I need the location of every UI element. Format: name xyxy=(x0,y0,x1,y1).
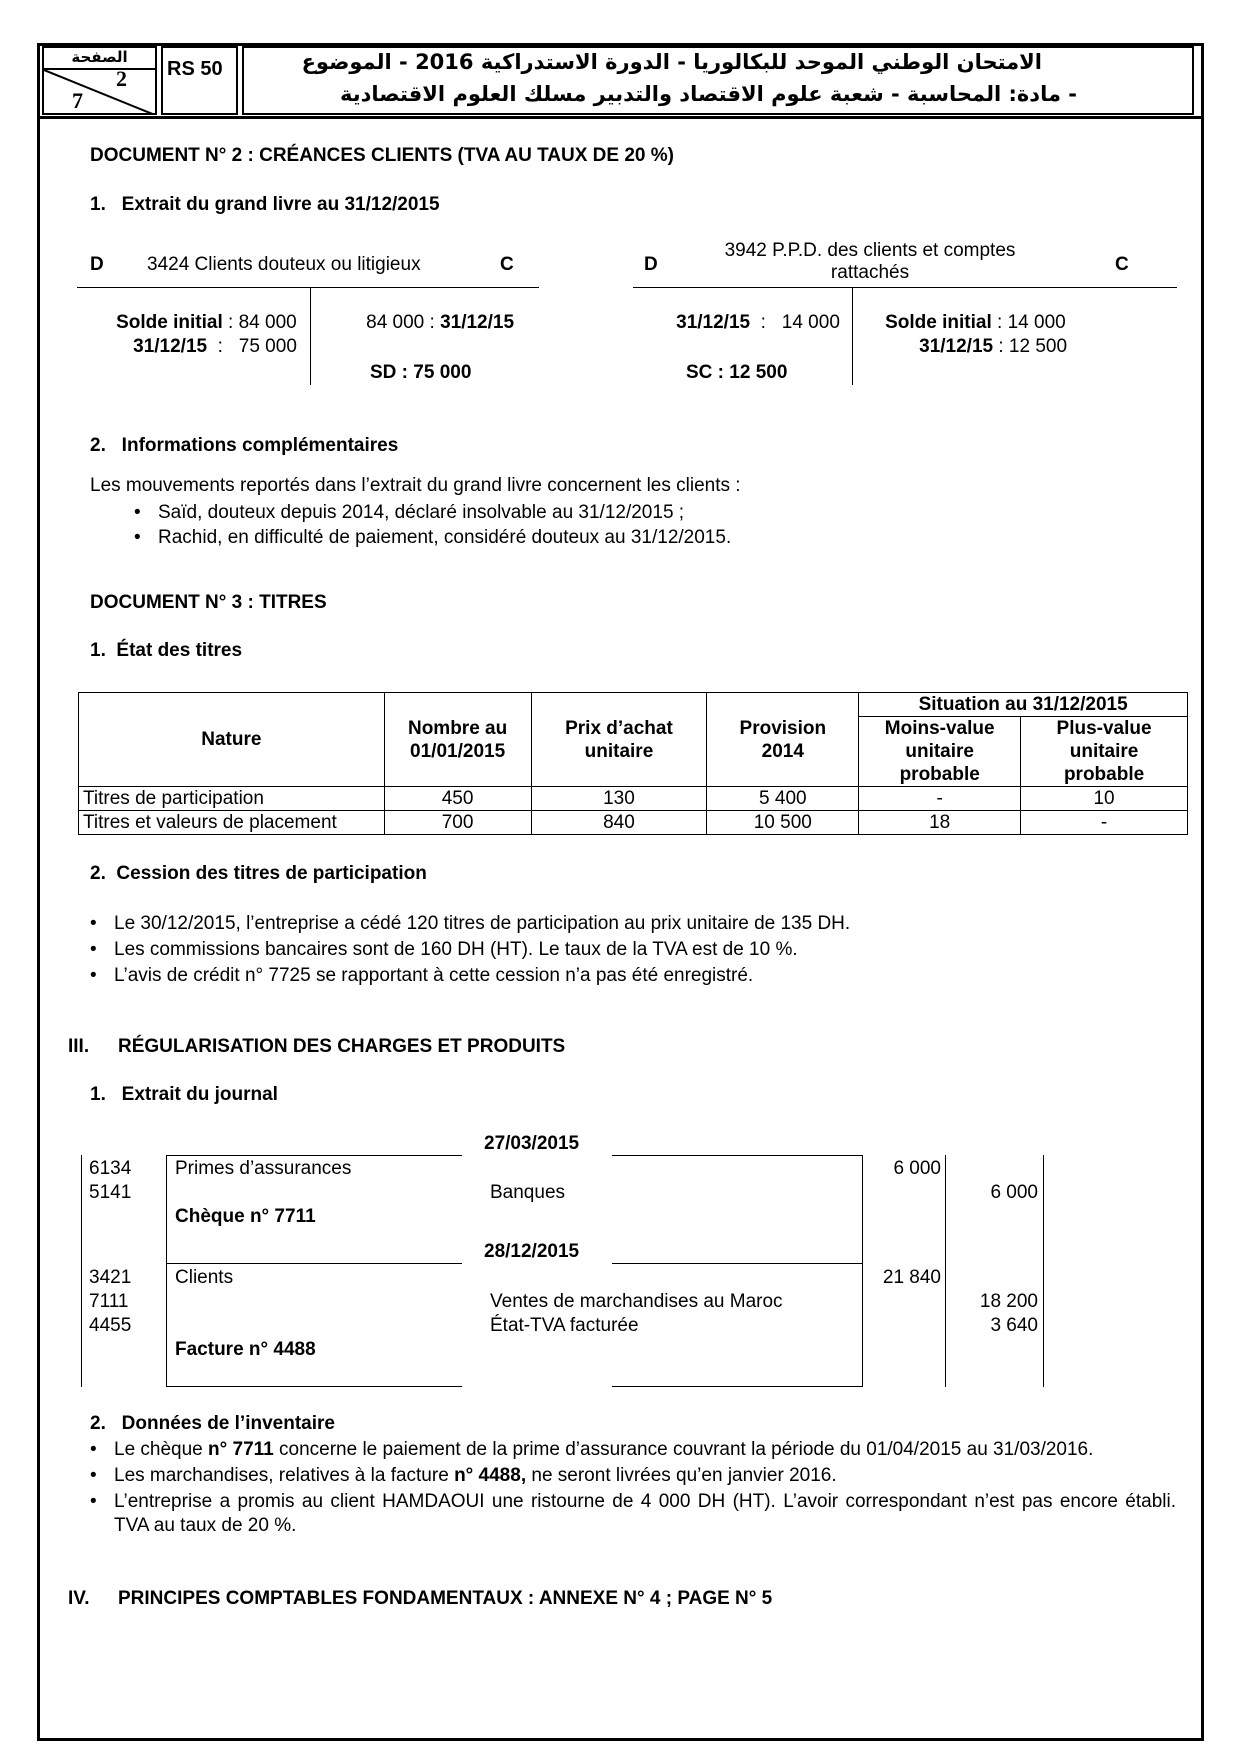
credit-amount: 18 200 xyxy=(979,1291,1038,1312)
header-provision: Provision 2014 xyxy=(707,693,859,787)
credit-account-label: Ventes de marchandises au Maroc xyxy=(490,1291,783,1312)
credit-line-1: 84 000 : 31/12/15 xyxy=(366,312,515,333)
doc2-intro: Les mouvements reportés dans l’extrait du grand livre concernent les clients : xyxy=(90,475,741,496)
titres-table xyxy=(78,692,1188,835)
part3-number: III. xyxy=(68,1036,90,1057)
date-line-left xyxy=(166,1263,462,1264)
journal-credit-column-line xyxy=(1043,1155,1044,1387)
exam-title-line2: - مادة: المحاسبة - شعبة علوم الاقتصاد والتدبير مسلك العلوم الاقتصادية xyxy=(340,82,1077,106)
debit-account-label: Primes d’assurances xyxy=(175,1158,352,1179)
list-item: • Le chèque n° 7711 concerne le paiement de la prime d’assurance couvrant la période du 01/04/2015 au 31/03/2016. xyxy=(84,1438,1176,1462)
account-number: 5141 xyxy=(89,1182,132,1203)
part3-section1-title: 1. Extrait du journal xyxy=(90,1084,278,1105)
t-account-vline xyxy=(310,287,311,385)
list-item: • Saïd, douteux depuis 2014, déclaré insolvable au 31/12/2015 ; xyxy=(128,500,731,525)
account-number: 7111 xyxy=(89,1291,129,1312)
t-account-hline xyxy=(633,287,1177,288)
entry-reference: Facture n° 4488 xyxy=(175,1339,316,1360)
debit-line-2: 31/12/15 : 75 000 xyxy=(133,336,297,357)
doc3-bullet-list xyxy=(84,911,850,989)
list-item: • Les commissions bancaires sont de 160 DH (HT). Le taux de la TVA est de 10 %. xyxy=(84,937,850,963)
list-item: • Le 30/12/2015, l’entreprise a cédé 120 titres de participation au prix unitaire de 135 DH. xyxy=(84,911,850,937)
t-account-vline xyxy=(852,287,853,385)
list-item: • Rachid, en difficulté de paiement, considéré douteux au 31/12/2015. xyxy=(128,525,731,550)
journal-account-column-line xyxy=(166,1155,167,1387)
list-item: • L’avis de crédit n° 7725 se rapportant à cette cession n’a pas été enregistré. xyxy=(84,963,850,989)
entry-date: 27/03/2015 xyxy=(484,1133,580,1154)
entry-date: 28/12/2015 xyxy=(484,1241,580,1262)
doc2-title: DOCUMENT N° 2 : CRÉANCES CLIENTS (TVA AU TAUX DE 20 %) xyxy=(90,145,674,166)
credit-line-2: 31/12/15 : 12 500 xyxy=(919,336,1068,357)
debit-line-1: 31/12/15 : 14 000 xyxy=(676,312,840,333)
part3-title: RÉGULARISATION DES CHARGES ET PRODUITS xyxy=(118,1036,566,1057)
debit-line-1: Solde initial : 84 000 xyxy=(116,312,297,333)
date-line-left xyxy=(166,1155,462,1156)
header-plus-value: Plus-value unitaire probable xyxy=(1021,717,1188,787)
header-moins-value: Moins-value unitaire probable xyxy=(859,717,1021,787)
journal-label-column-line xyxy=(862,1155,863,1387)
diagonal-divider xyxy=(44,70,155,115)
table-row: Titres et valeurs de placement 700 840 10 500 18 - xyxy=(79,811,1188,835)
header-nature: Nature xyxy=(79,693,385,787)
account-number: 4455 xyxy=(89,1315,132,1336)
credit-line-1: Solde initial : 14 000 xyxy=(885,312,1066,333)
journal-left-border xyxy=(81,1155,82,1387)
credit-amount: 3 640 xyxy=(990,1315,1038,1336)
inventory-list xyxy=(84,1438,1176,1538)
page-label: الصفحة xyxy=(44,48,155,70)
page-current: 2 xyxy=(116,66,127,91)
part3-section2-title: 2. Données de l’inventaire xyxy=(90,1413,335,1434)
header-nombre: Nombre au 01/01/2015 xyxy=(384,693,531,787)
list-item: • L’entreprise a promis au client HAMDAOUI une ristourne de 4 000 DH (HT). L’avoir correspondant n’est pas encore établi. TVA au taux de 20 %. xyxy=(84,1490,1176,1538)
t-account-hline xyxy=(77,287,539,288)
account-name: 3424 Clients douteux ou litigieux xyxy=(147,254,421,275)
journal-debit-column-line xyxy=(945,1155,946,1387)
page-total: 7 xyxy=(72,88,83,113)
list-item: • Les marchandises, relatives à la facture n° 4488, ne seront livrées qu’en janvier 2016. xyxy=(84,1464,1176,1488)
table-row: Titres de participation 450 130 5 400 - 10 xyxy=(79,787,1188,811)
debit-marker: D xyxy=(90,254,104,275)
date-line-right xyxy=(612,1263,862,1264)
credit-marker: C xyxy=(1115,254,1129,275)
credit-account-label: Banques xyxy=(490,1182,566,1203)
debit-account-label: Clients xyxy=(175,1267,234,1288)
credit-account-label: État-TVA facturée xyxy=(490,1315,639,1336)
header-situation: Situation au 31/12/2015 xyxy=(859,693,1188,717)
doc2-bullet-list xyxy=(128,500,731,550)
doc3-title: DOCUMENT N° 3 : TITRES xyxy=(90,592,327,613)
subject-code: RS 50 xyxy=(161,46,238,115)
account-name: 3942 P.P.D. des clients et comptes rattachés xyxy=(724,240,1016,283)
part4-title: PRINCIPES COMPTABLES FONDAMENTAUX : ANNEXE N° 4 ; PAGE N° 5 xyxy=(118,1588,773,1609)
closing-line-right xyxy=(612,1386,862,1387)
debit-amount: 21 840 xyxy=(882,1267,941,1288)
doc2-section1-title: 1. Extrait du grand livre au 31/12/2015 xyxy=(90,194,440,215)
doc3-section1-title: 1. État des titres xyxy=(90,640,243,661)
exam-title-line1: الامتحان الوطني الموحد للبكالوريا - الدورة الاستدراكية 2016 - الموضوع xyxy=(301,50,1042,74)
header-prix: Prix d’achat unitaire xyxy=(531,693,707,787)
account-number: 6134 xyxy=(89,1158,132,1179)
debit-amount: 6 000 xyxy=(893,1158,941,1179)
part4-number: IV. xyxy=(68,1588,90,1609)
credit-amount: 6 000 xyxy=(990,1182,1038,1203)
debit-marker: D xyxy=(644,254,658,275)
doc3-section2-title: 2. Cession des titres de participation xyxy=(90,863,427,884)
balance: SC : 12 500 xyxy=(686,362,788,383)
balance: SD : 75 000 xyxy=(370,362,472,383)
date-line-right xyxy=(612,1155,862,1156)
entry-reference: Chèque n° 7711 xyxy=(175,1206,316,1227)
account-number: 3421 xyxy=(89,1267,132,1288)
closing-line-left xyxy=(166,1386,462,1387)
page-number-box xyxy=(42,46,157,115)
doc2-section2-title: 2. Informations complémentaires xyxy=(90,435,399,456)
exam-title-box xyxy=(242,46,1194,115)
credit-marker: C xyxy=(500,254,514,275)
